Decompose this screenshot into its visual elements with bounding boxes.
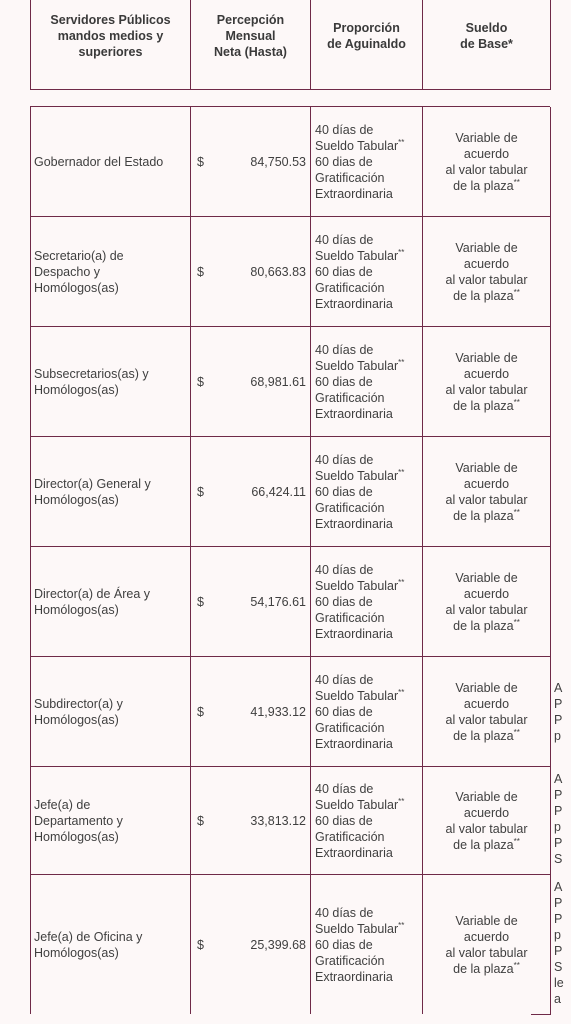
sueldo-line: de la plaza** — [453, 507, 520, 523]
sueldo-line: al valor tabular — [445, 272, 528, 287]
table-row — [31, 217, 551, 327]
puesto-line: Director(a) General y — [34, 476, 151, 491]
currency-symbol: $ — [197, 704, 204, 719]
sueldo-line: Variable de — [455, 680, 518, 695]
footnote-mark: ** — [398, 687, 405, 697]
aguinaldo-line: Gratificación — [315, 170, 385, 185]
cell-clipped-column — [551, 875, 571, 1014]
sueldo-line: acuerdo — [463, 366, 510, 381]
sueldo-line: al valor tabular — [445, 945, 528, 960]
clipped-line: P — [554, 788, 563, 802]
aguinaldo-line: Sueldo Tabular** — [315, 247, 405, 263]
cell-aguinaldo — [311, 547, 423, 656]
sueldo-line: Variable de — [455, 460, 518, 475]
cell-sueldo-base — [423, 767, 551, 874]
amount-value: 33,813.12 — [250, 813, 306, 828]
aguinaldo-line: Sueldo Tabular** — [315, 137, 405, 153]
aguinaldo-line: 40 días de — [315, 672, 374, 687]
puesto-line: Despacho y — [34, 264, 101, 279]
amount-value: 41,933.12 — [250, 704, 306, 719]
footnote-mark: ** — [513, 960, 520, 970]
cell-percepcion — [191, 327, 311, 436]
aguinaldo-line: Extraordinaria — [315, 969, 393, 984]
cell-aguinaldo — [311, 767, 423, 874]
currency-symbol: $ — [197, 374, 204, 389]
cell-aguinaldo — [311, 107, 423, 216]
currency-symbol: $ — [197, 264, 204, 279]
table-row — [31, 437, 551, 547]
sueldo-line: acuerdo — [463, 476, 510, 491]
sueldo-line: acuerdo — [463, 696, 510, 711]
aguinaldo-line: 40 días de — [315, 452, 374, 467]
amount-value: 84,750.53 — [250, 154, 306, 169]
aguinaldo-line: Gratificación — [315, 500, 385, 515]
aguinaldo-line: 40 días de — [315, 342, 374, 357]
aguinaldo-line: 40 días de — [315, 562, 374, 577]
aguinaldo-line: Extraordinaria — [315, 736, 393, 751]
puesto-line: Homólogos(as) — [34, 829, 119, 844]
header-servidores: Servidores Públicos mandos medios y superiores — [31, 0, 191, 90]
footnote-mark: ** — [513, 507, 520, 517]
aguinaldo-line: Sueldo Tabular** — [315, 467, 405, 483]
sueldo-line: Variable de — [455, 913, 518, 928]
currency-symbol: $ — [197, 594, 204, 609]
footnote-mark: ** — [398, 577, 405, 587]
clipped-line: p — [554, 820, 561, 834]
cell-aguinaldo — [311, 217, 423, 326]
aguinaldo-line: 40 días de — [315, 122, 374, 137]
table-row — [31, 107, 551, 217]
aguinaldo-line: Extraordinaria — [315, 845, 393, 860]
aguinaldo-line: Sueldo Tabular** — [315, 687, 405, 703]
aguinaldo-line: 60 dias de — [315, 484, 373, 499]
clipped-line: le — [554, 976, 564, 990]
sueldo-line: acuerdo — [463, 929, 510, 944]
clipped-line: P — [554, 836, 563, 850]
cell-percepcion — [191, 657, 311, 766]
footnote-mark: ** — [513, 617, 520, 627]
clipped-line: a — [554, 992, 561, 1006]
cell-percepcion — [191, 547, 311, 656]
page-bottom-edge — [30, 1014, 531, 1024]
aguinaldo-line: Extraordinaria — [315, 186, 393, 201]
aguinaldo-line: Extraordinaria — [315, 296, 393, 311]
aguinaldo-line: Sueldo Tabular** — [315, 357, 405, 373]
aguinaldo-line: Gratificación — [315, 829, 385, 844]
cell-puesto — [31, 767, 191, 874]
sueldo-line: al valor tabular — [445, 821, 528, 836]
puesto-line: Homólogos(as) — [34, 382, 119, 397]
footnote-mark: ** — [513, 727, 520, 737]
cell-sueldo-base — [423, 547, 551, 656]
puesto-line: Homólogos(as) — [34, 280, 119, 295]
sueldo-line: de la plaza** — [453, 727, 520, 743]
aguinaldo-line: Gratificación — [315, 390, 385, 405]
header-percepcion: Percepción Mensual Neta (Hasta) — [191, 0, 311, 90]
header-sueldo-base: Sueldo de Base* — [423, 0, 551, 90]
table-row — [31, 657, 563, 767]
sueldo-line: Variable de — [455, 570, 518, 585]
sueldo-line: de la plaza** — [453, 287, 520, 303]
aguinaldo-line: 60 dias de — [315, 704, 373, 719]
aguinaldo-line: Sueldo Tabular** — [315, 577, 405, 593]
sueldo-line: al valor tabular — [445, 382, 528, 397]
table-row — [31, 327, 551, 437]
sueldo-line: acuerdo — [463, 586, 510, 601]
aguinaldo-line: Extraordinaria — [315, 406, 393, 421]
aguinaldo-line: Gratificación — [315, 610, 385, 625]
aguinaldo-line: Sueldo Tabular** — [315, 920, 405, 936]
sueldo-line: acuerdo — [463, 256, 510, 271]
sueldo-line: al valor tabular — [445, 492, 528, 507]
sueldo-line: Variable de — [455, 789, 518, 804]
aguinaldo-line: 60 dias de — [315, 937, 373, 952]
aguinaldo-line: 60 dias de — [315, 154, 373, 169]
aguinaldo-line: 40 días de — [315, 781, 374, 796]
cell-aguinaldo — [311, 437, 423, 546]
amount-value: 54,176.61 — [250, 594, 306, 609]
amount-value: 66,424.11 — [251, 484, 306, 499]
cell-puesto — [31, 547, 191, 656]
cell-aguinaldo — [311, 657, 423, 766]
clipped-line: P — [554, 696, 563, 711]
sueldo-line: de la plaza** — [453, 397, 520, 413]
sueldo-line: de la plaza** — [453, 836, 520, 852]
cell-percepcion — [191, 767, 311, 874]
puesto-line: Director(a) de Área y — [34, 586, 151, 601]
header-aguinaldo: Proporción de Aguinaldo — [311, 0, 423, 90]
puesto-line: Homólogos(as) — [34, 712, 119, 727]
cell-clipped-column — [551, 767, 571, 874]
amount-value: 80,663.83 — [250, 264, 306, 279]
footnote-mark: ** — [398, 357, 405, 367]
puesto-line: Homólogos(as) — [34, 945, 119, 960]
aguinaldo-line: Sueldo Tabular** — [315, 796, 405, 812]
aguinaldo-line: 60 dias de — [315, 374, 373, 389]
puesto-line: Jefe(a) de Oficina y — [34, 929, 143, 944]
cell-percepcion — [191, 875, 311, 1014]
cell-aguinaldo — [311, 875, 423, 1014]
clipped-line: A — [554, 880, 563, 894]
aguinaldo-line: 40 días de — [315, 905, 374, 920]
amount-value: 68,981.61 — [250, 374, 306, 389]
table-header — [30, 0, 550, 90]
amount-value: 25,399.68 — [250, 937, 306, 952]
footnote-mark: ** — [513, 287, 520, 297]
sueldo-line: de la plaza** — [453, 960, 520, 976]
aguinaldo-line: Extraordinaria — [315, 626, 393, 641]
table-row — [31, 547, 551, 657]
cell-sueldo-base — [423, 107, 551, 216]
sueldo-line: al valor tabular — [445, 712, 528, 727]
sueldo-line: acuerdo — [463, 146, 510, 161]
sueldo-line: acuerdo — [463, 805, 510, 820]
aguinaldo-line: 60 dias de — [315, 264, 373, 279]
cell-aguinaldo — [311, 327, 423, 436]
currency-symbol: $ — [197, 484, 204, 499]
sueldo-line: Variable de — [455, 130, 518, 145]
footnote-mark: ** — [513, 177, 520, 187]
cell-percepcion — [191, 107, 311, 216]
cell-sueldo-base — [423, 327, 551, 436]
cell-sueldo-base — [423, 657, 551, 766]
table-row — [31, 875, 564, 1015]
puesto-line: Jefe(a) de — [34, 797, 91, 812]
clipped-line: S — [554, 960, 563, 974]
cell-percepcion — [191, 437, 311, 546]
cell-percepcion — [191, 217, 311, 326]
sueldo-line: Variable de — [455, 350, 518, 365]
aguinaldo-line: 60 dias de — [315, 813, 373, 828]
footnote-mark: ** — [398, 247, 405, 257]
footnote-mark: ** — [513, 397, 520, 407]
cell-sueldo-base — [423, 437, 551, 546]
cell-puesto — [31, 327, 191, 436]
clipped-line: P — [554, 896, 563, 910]
sueldo-line: de la plaza** — [453, 177, 520, 193]
table-row — [31, 767, 563, 875]
cell-puesto — [31, 107, 191, 216]
aguinaldo-line: Extraordinaria — [315, 516, 393, 531]
cell-sueldo-base — [423, 217, 551, 326]
clipped-line: P — [554, 804, 563, 818]
aguinaldo-line: Gratificación — [315, 720, 385, 735]
sueldo-line: al valor tabular — [445, 602, 528, 617]
clipped-line: A — [554, 772, 563, 786]
aguinaldo-line: Gratificación — [315, 953, 385, 968]
clipped-line: P — [554, 712, 563, 727]
aguinaldo-line: 60 dias de — [315, 594, 373, 609]
cell-puesto — [31, 875, 191, 1014]
sueldo-line: al valor tabular — [445, 162, 528, 177]
clipped-line: P — [554, 912, 563, 926]
clipped-line: p — [554, 928, 561, 942]
puesto-line: Subdirector(a) y — [34, 696, 123, 711]
clipped-line: P — [554, 944, 563, 958]
cell-puesto — [31, 657, 191, 766]
puesto-line: Homólogos(as) — [34, 602, 119, 617]
cell-sueldo-base — [423, 875, 551, 1014]
puesto-line: Gobernador del Estado — [34, 154, 164, 169]
footnote-mark: ** — [398, 467, 405, 477]
footnote-mark: ** — [398, 920, 405, 930]
table-body — [30, 106, 564, 1014]
footnote-mark: ** — [398, 137, 405, 147]
puesto-line: Homólogos(as) — [34, 492, 119, 507]
cell-puesto — [31, 217, 191, 326]
cell-puesto — [31, 437, 191, 546]
aguinaldo-line: 40 días de — [315, 232, 374, 247]
currency-symbol: $ — [197, 154, 204, 169]
footnote-mark: ** — [513, 836, 520, 846]
sueldo-line: Variable de — [455, 240, 518, 255]
clipped-line: S — [554, 852, 563, 866]
puesto-line: Secretario(a) de — [34, 248, 124, 263]
puesto-line: Subsecretarios(as) y — [34, 366, 149, 381]
currency-symbol: $ — [197, 813, 204, 828]
clipped-line: p — [554, 728, 561, 743]
currency-symbol: $ — [197, 937, 204, 952]
cell-clipped-column — [551, 657, 571, 766]
sueldo-line: de la plaza** — [453, 617, 520, 633]
clipped-line: A — [554, 680, 563, 695]
puesto-line: Departamento y — [34, 813, 123, 828]
footnote-mark: ** — [398, 796, 405, 806]
aguinaldo-line: Gratificación — [315, 280, 385, 295]
